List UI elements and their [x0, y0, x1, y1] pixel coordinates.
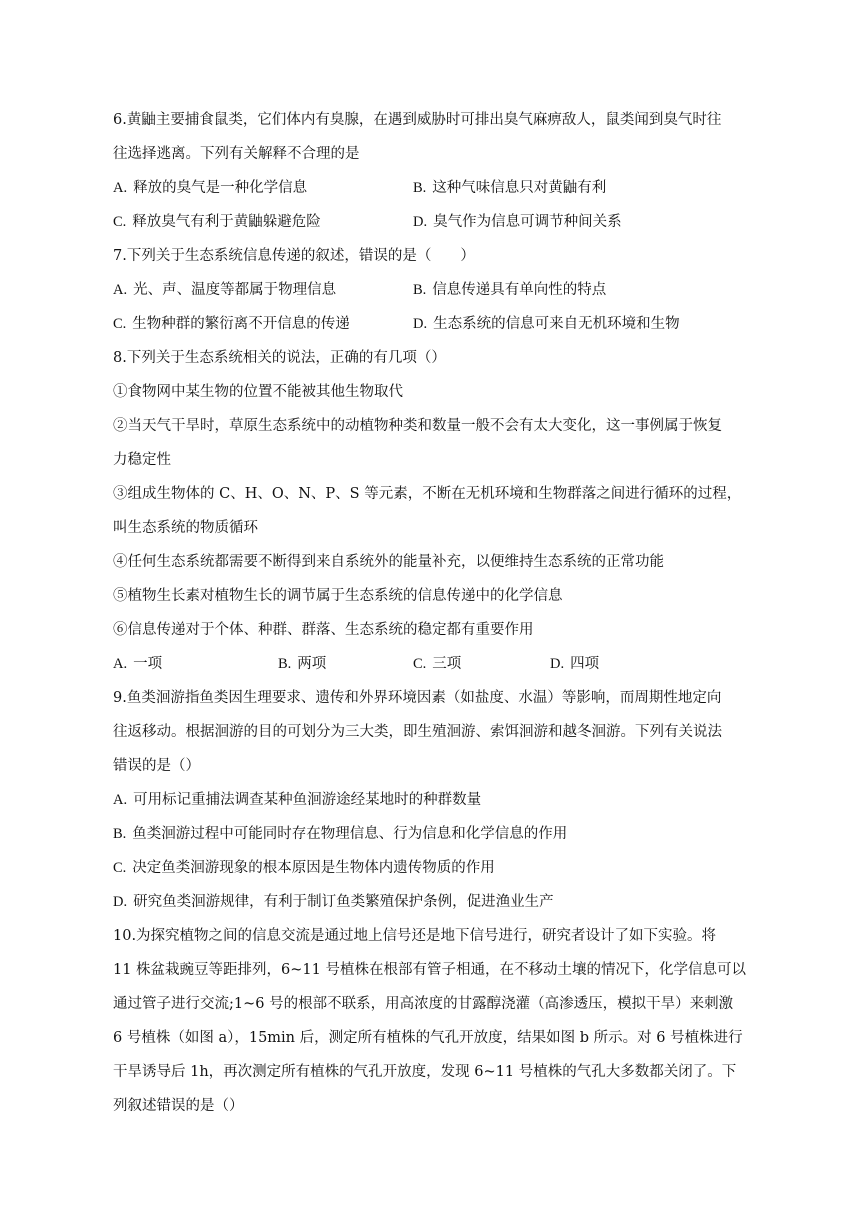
q10-stem-line-6: 列叙述错误的是（）: [113, 1098, 244, 1114]
q9-option-b[interactable]: B. 鱼类洄游过程中可能同时存在物理信息、行为信息和化学信息的作用: [113, 826, 568, 842]
q8-option-c[interactable]: C. 三项: [413, 656, 462, 672]
q9-stem-line-2: 往返移动。根据洄游的目的可划分为三大类，即生殖洄游、索饵洄游和越冬洄游。下列有关说法: [113, 724, 722, 740]
q9-stem-line-1: 9.鱼类洄游指鱼类因生理要求、遗传和外界环境因素（如盐度、水温）等影响，而周期性地定向: [113, 690, 722, 706]
q7-option-a[interactable]: A. 光、声、温度等都属于物理信息: [113, 282, 337, 298]
q8-statement-4: ④任何生态系统都需要不断得到来自系统外的能量补充，以便维持生态系统的正常功能: [113, 554, 664, 570]
q8-statement-2-line-2: 力稳定性: [113, 452, 171, 468]
q7-option-c[interactable]: C. 生物种群的繁衍离不开信息的传递: [113, 316, 350, 332]
q8-statement-1: ①食物网中某生物的位置不能被其他生物取代: [113, 384, 403, 400]
q8-statement-3-line-2: 叫生态系统的物质循环: [113, 520, 258, 536]
q10-stem-line-2: 11 株盆栽豌豆等距排列，6~11 号植株在根部有管子相通，在不移动土壤的情况下，化学信息可以: [113, 962, 746, 978]
q6-option-b[interactable]: B. 这种气味信息只对黄鼬有利: [413, 180, 607, 196]
q8-statement-5: ⑤植物生长素对植物生长的调节属于生态系统的信息传递中的化学信息: [113, 588, 563, 604]
q6-stem-line-1: 6.黄鼬主要捕食鼠类，它们体内有臭腺，在遇到威胁时可排出臭气麻痹敌人，鼠类闻到臭气时往: [113, 112, 722, 128]
q8-option-a[interactable]: A. 一项: [113, 656, 163, 672]
q9-stem-line-3: 错误的是（）: [113, 758, 200, 774]
q6-option-c[interactable]: C. 释放臭气有利于黄鼬躲避危险: [113, 214, 321, 230]
q8-statement-3-line-1: ③组成生物体的 C、H、O、N、P、S 等元素，不断在无机环境和生物群落之间进行循环的过程，: [113, 486, 742, 502]
q8-option-b[interactable]: B. 两项: [278, 656, 327, 672]
q6-option-a[interactable]: A. 释放的臭气是一种化学信息: [113, 180, 308, 196]
q8-stem: 8.下列关于生态系统相关的说法，正确的有几项（）: [113, 350, 446, 366]
q6-option-d[interactable]: D. 臭气作为信息可调节种间关系: [413, 214, 622, 230]
q9-option-d[interactable]: D. 研究鱼类洄游规律，有利于制订鱼类繁殖保护条例，促进渔业生产: [113, 894, 554, 910]
q8-option-d[interactable]: D. 四项: [550, 656, 600, 672]
q7-stem: 7.下列关于生态系统信息传递的叙述，错误的是（ ）: [113, 248, 475, 264]
q6-stem-line-2: 往选择逃离。下列有关解释不合理的是: [113, 146, 360, 162]
q8-statement-6: ⑥信息传递对于个体、种群、群落、生态系统的稳定都有重要作用: [113, 622, 534, 638]
q10-stem-line-4: 6 号植株（如图 a），15min 后，测定所有植株的气孔开放度，结果如图 b 所示。对 6 号植株进行: [113, 1030, 743, 1046]
q9-option-c[interactable]: C. 决定鱼类洄游现象的根本原因是生物体内遗传物质的作用: [113, 860, 495, 876]
q10-stem-line-3: 通过管子进行交流;1~6 号的根部不联系，用高浓度的甘露醇浇灌（高渗透压，模拟干旱）来刺激: [113, 996, 734, 1012]
q8-statement-2-line-1: ②当天气干旱时，草原生态系统中的动植物种类和数量一般不会有太大变化，这一事例属于恢复: [113, 418, 722, 434]
q9-option-a[interactable]: A. 可用标记重捕法调查某种鱼洄游途经某地时的种群数量: [113, 792, 482, 808]
q7-option-b[interactable]: B. 信息传递具有单向性的特点: [413, 282, 607, 298]
q10-stem-line-5: 干旱诱导后 1h，再次测定所有植株的气孔开放度，发现 6~11 号植株的气孔大多数都关闭了。下: [113, 1064, 737, 1080]
q10-stem-line-1: 10.为探究植物之间的信息交流是通过地上信号还是地下信号进行，研究者设计了如下实验。将: [113, 928, 717, 944]
q7-option-d[interactable]: D. 生态系统的信息可来自无机环境和生物: [413, 316, 680, 332]
